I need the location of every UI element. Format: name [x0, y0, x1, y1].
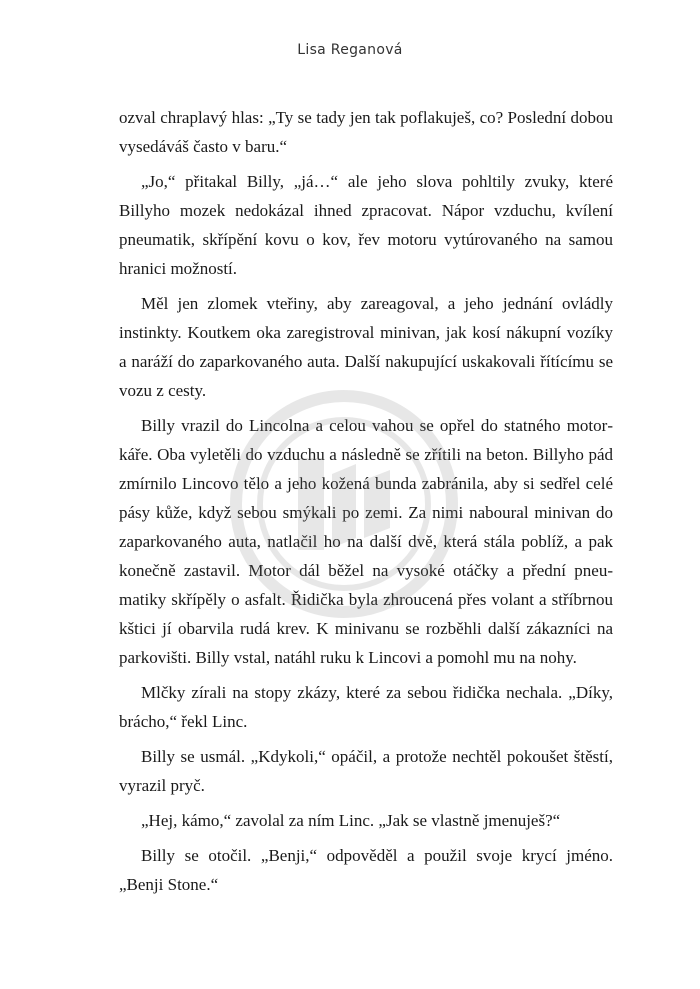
paragraph-5: Mlčky zírali na stopy zkázy, které za sebou řidička nechala. „Díky, brácho,“ řekl Linc. [119, 683, 613, 731]
paragraph-3: Měl jen zlomek vteřiny, aby zareagoval, a jeho jednání ovládly instinkty. Koutkem oka zaregistroval minivan, jak kosí nákupní vozíky a naráží do zaparkovaného auta. Další nakupující uskakovali řítícímu se vozu z cesty. [119, 294, 613, 400]
paragraph-8: Billy se otočil. „Benji,“ odpověděl a použil svoje krycí jméno. „Benji Stone.“ [119, 846, 613, 894]
running-header-author: Lisa Reganová [297, 42, 403, 58]
body-text [119, 103, 613, 905]
paragraph-2: „Jo,“ přitakal Billy, „já…“ ale jeho slova pohltily zvuky, které Billyho mozek nedokázal ihned zpracovat. Nápor vzduchu, kvílení pneumatik, skřípění kovu o kov, řev motoru vytúrovaného na samou hranici možností. [119, 172, 613, 278]
paragraph-6: Billy se usmál. „Kdykoli,“ opáčil, a protože nechtěl pokoušet štěstí, vyrazil pryč. [119, 747, 613, 795]
paragraph-4: Billy vrazil do Lincolna a celou vahou se opřel do statného motorkáře. Oba vyletěli do vzduchu a následně se zřítili na beton. Billyho pád zmírnilo Lincovo tělo a jeho kožená bunda zabránila, aby si sedřel celé pásy kůže, když sebou smýkali po zemi. Za nimi naboural minivan do zaparkovaného auta, natlačil ho na další dvě, která stála poblíž, a pak konečně zastavil. Motor dál běžel na vysoké otáčky a přední pneumatiky skřípěly o asfalt. Řidička byla zhroucená přes volant a stříbrnou kštici jí obarvila rudá krev. K minivanu se rozběhli další zákazníci na parkovišti. Billy vstal, natáhl ruku k Lincovi a pomohl mu na nohy. [119, 416, 613, 667]
paragraph-1: ozval chraplavý hlas: „Ty se tady jen tak poflakuješ, co? Poslední dobou vysedáváš často v baru.“ [119, 108, 613, 156]
paragraph-7: „Hej, kámo,“ zavolal za ním Linc. „Jak se vlastně jmenuješ?“ [141, 811, 561, 830]
